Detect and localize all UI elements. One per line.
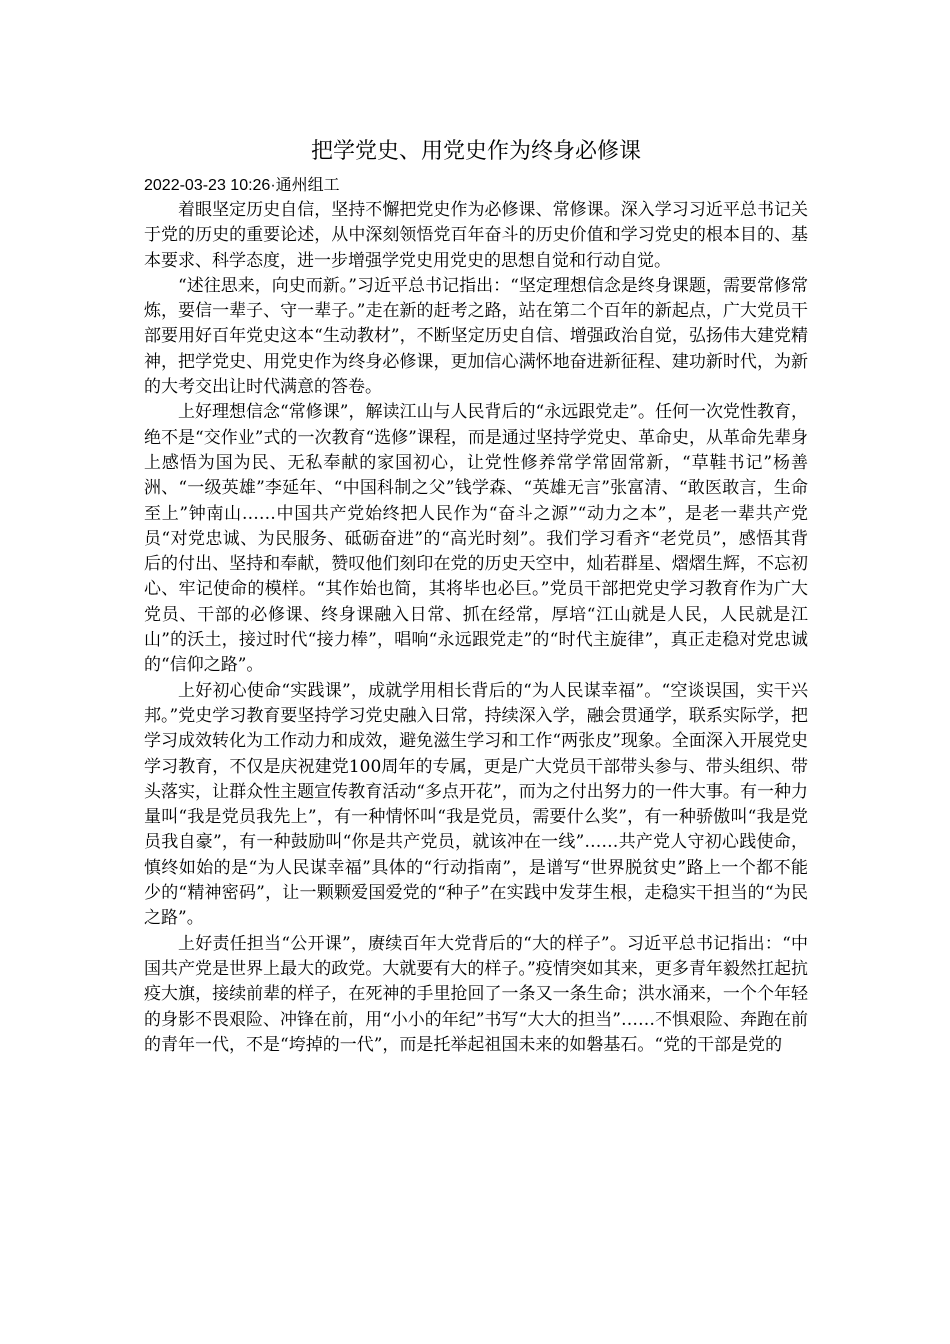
article-paragraph-4: 上好初心使命“实践课”，成就学用相长背后的“为人民谋幸福”。“空谈误国，实干兴邦。”党史学习教育要坚持学习党史融入日常，持续深入学，融会贯通学，联系实际学，把学习成效转化为工作动力和成效，避免滋生学习和工作“两张皮”现象。全面深入开展党史学习教育，不仅是庆祝建党100周年的专属，更是广大党员干部带头参与、带头组织、带头落实，让群众性主题宣传教育活动“多点开花”，而为之付出努力的一件大事。有一种力量叫“我是党员我先上”，有一种情怀叫“我是党员，需要什么奖”，有一种骄傲叫“我是党员我自豪”，有一种鼓励叫“你是共产党员，就该冲在一线”……共产党人守初心践使命，慎终如始的是“为人民谋幸福”具体的“行动指南”，是谱写“世界脱贫史”路上一个都不能少的“精神密码”，让一颗颗爱国爱党的“种子”在实践中发芽生根，走稳实干担当的“为民之路”。 — [144, 680, 808, 929]
article-page — [144, 136, 808, 1058]
article-paragraph-2: “述往思来，向史而新。”习近平总书记指出：“坚定理想信念是终身课题，需要常修常炼，要信一辈子、守一辈子。”走在新的赶考之路，站在第二个百年的新起点，广大党员干部要用好百年党史这本“生动教材”，不断坚定历史自信、增强政治自觉，弘扬伟大建党精神，把学党史、用党史作为终身必修课，更加信心满怀地奋进新征程、建功新时代，为新的大考交出让时代满意的答卷。 — [144, 275, 808, 398]
article-paragraph-5: 上好责任担当“公开课”，赓续百年大党背后的“大的样子”。习近平总书记指出：“中国共产党是世界上最大的政党。大就要有大的样子。”疫情突如其来，更多青年毅然扛起抗疫大旗，接续前辈的样子，在死神的手里抢回了一条又一条生命；洪水涌来，一个个年轻的身影不畏艰险、冲锋在前，用“小小的年纪”书写“大大的担当”……不惧艰险、奔跑在前的青年一代，不是“垮掉的一代”，而是托举起祖国未来的如磐基石。“党的干部是党的 — [144, 933, 808, 1055]
article-title: 把学党史、用党史作为终身必修课 — [310, 139, 641, 164]
article-paragraph-1: 着眼坚定历史自信，坚持不懈把党史作为必修课、常修课。深入学习习近平总书记关于党的历史的重要论述，从中深刻领悟党百年奋斗的历史价值和学习党史的根本目的、基本要求、科学态度，进一步增强学党史用党史的思想自觉和行动自觉。 — [144, 200, 808, 271]
article-paragraph-3: 上好理想信念“常修课”，解读江山与人民背后的“永远跟党走”。任何一次党性教育，绝不是“交作业”式的一次教育“选修”课程，而是通过坚持学党史、革命史，从革命先辈身上感悟为国为民、无私奉献的家国初心，让党性修养常学常固常新，“草鞋书记”杨善洲、“一级英雄”李延年、“中国科制之父”钱学森、“英雄无言”张富清、“敢医敢言，生命至上”钟南山……中国共产党始终把人民作为“奋斗之源”“动力之本”，是老一辈共产党员“对党忠诚、为民服务、砥砺奋进”的“高光时刻”。我们学习看齐“老党员”，感悟其背后的付出、坚持和奉献，赞叹他们刻印在党的历史天空中，灿若群星、熠熠生辉，不忘初心、牢记使命的模样。“其作始也简，其将毕也必巨。”党员干部把党史学习教育作为广大党员、干部的必修课、终身课融入日常、抓在经常，厚培“江山就是人民，人民就是江山”的沃土，接过时代“接力棒”，唱响“永远跟党走”的“时代主旋律”，真正走稳对党忠诚的“信仰之路”。 — [144, 402, 808, 676]
article-meta: 2022-03-23 10:26·通州组工 — [144, 177, 340, 194]
